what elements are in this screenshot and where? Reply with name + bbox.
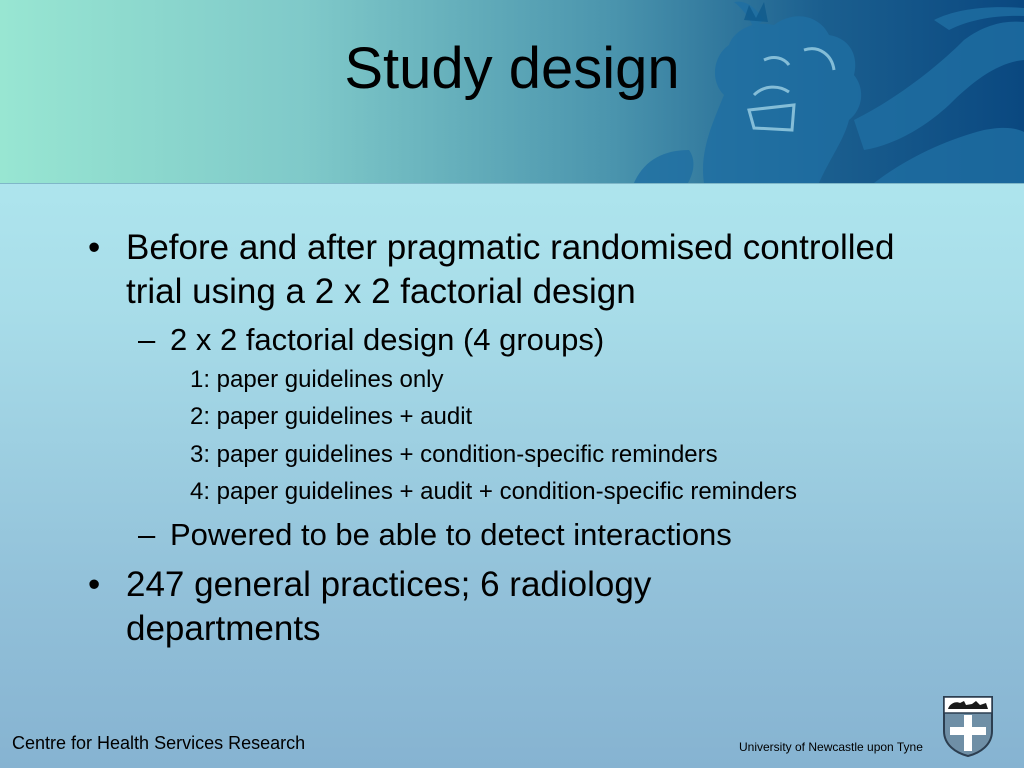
sub-bullet-item xyxy=(138,517,918,553)
university-crest-icon xyxy=(942,695,994,757)
sub-bullet-text: 2 x 2 factorial design (4 groups) xyxy=(170,322,605,357)
sub-bullet-text: Powered to be able to detect interactions xyxy=(170,517,732,552)
slide-header xyxy=(0,0,1024,184)
sub-bullet-item xyxy=(138,322,918,358)
bullet-text: Before and after pragmatic randomised controlled trial using a 2 x 2 factorial design xyxy=(126,228,895,311)
dash-marker: – xyxy=(138,322,156,357)
group-item: 3: paper guidelines + condition-specific reminders xyxy=(190,441,718,468)
group-item: 4: paper guidelines + audit + condition-specific reminders xyxy=(190,478,798,505)
bullet-marker: • xyxy=(88,565,101,604)
group-item: 1: paper guidelines only xyxy=(190,366,444,393)
bullet-item xyxy=(88,563,788,651)
bullet-marker: • xyxy=(88,228,101,267)
bullet-text: 247 general practices; 6 radiology departments xyxy=(126,565,652,648)
slide-title: Study design xyxy=(344,36,680,101)
footer-organization: Centre for Health Services Research xyxy=(12,733,306,753)
footer-university: University of Newcastle upon Tyne xyxy=(739,740,923,754)
dash-marker: – xyxy=(138,517,156,552)
group-item: 2: paper guidelines + audit xyxy=(190,403,473,430)
bullet-item xyxy=(88,226,918,314)
